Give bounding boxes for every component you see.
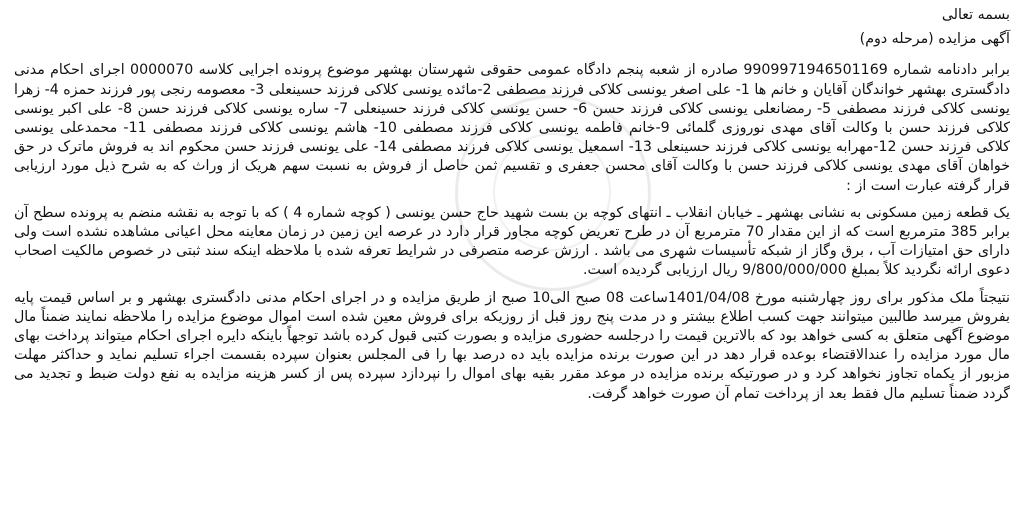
paragraph-case-parties: برابر دادنامه شماره 9909971946501169 صادره از شعبه پنجم دادگاه عمومی حقوقی شهرستان بهشهر موضوع پرونده اجرایی کلاسه 0000070 اجرای احکام مدنی دادگستری بهشهر خواندگان آقایان و خانم ها 1- علی اصغر یونسی کلاکی فرزند مصطفی 2-مائده یونسی کلاکی فرزند حسینعلی 3- معصومه رنجی پور فرزند حمزه 4- زهرا یونسی کلاکی فرزند مصطفی 5- رمضانعلی یونسی کلاکی فرزند حسن 6- حسن یونسی کلاکی فرزند حسینعلی 7- ساره یونسی کلاکی فرزند حسن 8- علی اکبر یونسی کلاکی فرزند حسن با وکالت آقای مهدی نوروزی گلمائی 9-خانم فاطمه یونسی کلاکی فرزند مصطفی 10- هاشم یونسی کلاکی فرزند مصطفی 11- محمدعلی یونسی کلاکی فرزند حسن 12-مهرابه یونسی کلاکی فرزند حسینعلی 13- اسمعیل یونسی کلاکی فرزند مصطفی 14- علی یونسی فرزند حسن محکوم اند به فروش ماترک در حق خواهان آقای مهدی یونسی کلاکی فرزند حسن با وکالت آقای محسن جعفری و تقسیم ثمن حاصل از فروش به نسبت سهم هریک از وراث که به شرح ذیل مورد ارزیابی قرار گرفته عبارت است از : [14,62,1011,194]
notice-title: آگهی مزایده (مرحله دوم) [859,31,1010,48]
bismillah-heading: بسمه تعالی [941,7,1010,23]
auction-notice-document [14,6,1010,501]
paragraph-auction-terms: نتیجتاً ملک مذکور برای روز چهارشنبه مورخ 1401/04/08ساعت 08 صبح الی10 صبح از طریق مزایده و در اجرای احکام مدنی دادگستری بهشهر و بر اساس قیمت پایه بفروش میرسد طالبین میتوانند جهت کسب اطلاع بیشتر و در مدت پنج روز قبل از روزیکه برای فروش معین شده است اموال موضوع مزایده را ملاحظه نمایند ضمناً مال موضوع آگهی متعلق به کسی خواهد بود که بالاترین قیمت را درجلسه حضوری مزایده و بصورت کتبی قبول کرده باشد توجهاً باینکه دایره اجرای احکام میتواند پرداخت بهای مال مورد مزایده را عندالاقتضاء بوعده قرار دهد در این صورت برنده مزایده باید ده درصد بها را فی المجلس بعنوان سپرده بقسمت اجراء تسلیم نماید و حداکثر مهلت مزبور از یکماه تجاوز نخواهد کرد و در صورتیکه برنده مزایده در موعد مقرر بقیه بهای اموال را نپردازد سپرده پس از کسر هزینه مزایده به نفع دولت ضبط و تجدید می گردد ضمناً تسلیم مال فقط بعد از پرداخت تمام آن صورت خواهد گرفت. [14,289,1010,402]
paragraph-property-description: یک قطعه زمین مسکونی به نشانی بهشهر ـ خیابان انقلاب ـ انتهای کوچه بن بست شهید حاج حسن یونسی ( کوچه شماره 4 ) که با توجه به نقشه منضم به پرونده سطح آن برابر 385 مترمربع است که از این مقدار 70 مترمربع آن در طرح تعریض کوچه مجاور قرار دارد در عرصه این زمین در زمان معاینه محل اعیانی مشاهده نشده است ولی دارای حق امتیازات آب ، برق وگاز از شبکه تأسیسات شهری می باشد . ارزش عرصه متصرفی در شرایط تعرفه شده با ملاحظه اینکه سند ثبتی در خصوص مالکیت اصحاب دعوی ارائه نگردید کلاً بمبلغ 9/800/000/000 ریال ارزیابی گردیده است. [14,204,1010,279]
